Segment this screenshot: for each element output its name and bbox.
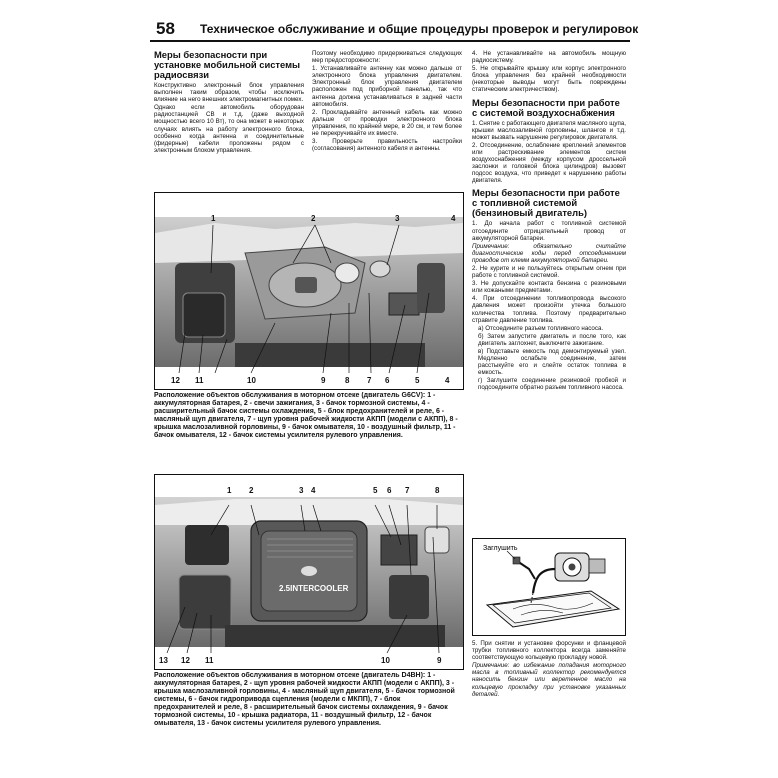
- fig1-top-label: 1: [211, 214, 216, 223]
- paragraph: 5. Не открывайте крышку или корпус электронного блока управления без крайней необходимости (некоторые выводы могут быть повреждены статическим электричеством).: [472, 65, 626, 94]
- paragraph: 2. Не курите и не пользуйтесь открытым огнем при работе с топливной системой.: [472, 264, 626, 280]
- fig1-top-label: 2: [311, 214, 316, 223]
- section-heading-radio: Меры безопасности при установке мобильной системы радиосвязи: [154, 50, 301, 80]
- fig1-bottom-label: 8: [345, 376, 350, 385]
- column-right: [472, 50, 626, 550]
- fuel-plug-label: Заглушить: [483, 545, 518, 552]
- column-right-bottom: [472, 640, 626, 758]
- paragraph: Конструктивно электронный блок управления выполнен таким образом, чтобы исключить влияние на него внешних электромагнитных помех.: [154, 82, 304, 104]
- fig2-top-label: 8: [435, 486, 440, 495]
- fig2-top-label: 5: [373, 486, 378, 495]
- fig2-top-label: 1: [227, 486, 232, 495]
- paragraph: 2. Прокладывайте антенный кабель как можно дальше от проводки электронного блока управления, по крайней мере, в 20 см, и тем более не перекручивайте их вместе.: [312, 108, 462, 138]
- fig1-bottom-label: 4: [445, 376, 450, 385]
- page-title: Техническое обслуживание и общие процедуры проверок и регулировок: [200, 22, 639, 36]
- paragraph: 5. При снятии и установке форсунки и фланцевой трубки топливного коллектора всегда заменяйте соответствующую кольцевую прокладку новой.: [472, 640, 626, 662]
- paragraph: 3. Проверьте правильность настройки (согласования) антенного кабеля и антенны.: [312, 138, 462, 153]
- fig2-bottom-label: 9: [437, 656, 442, 665]
- section-heading-air: Меры безопасности при работе с системой воздухоснабжения: [472, 96, 620, 118]
- paragraph: 2. Отсоединение, ослабление креплений элементов или растрескивание элементов систем воздухоснабжения (между корпусом дроссельной заслонки и головкой блока цилиндров) вызовет подсос воздуха, что приведет к нарушению работы двигателя.: [472, 141, 626, 185]
- fig2-bottom-label: 12: [181, 656, 190, 665]
- fig1-bottom-label: 5: [415, 376, 420, 385]
- fig2-top-label: 4: [311, 486, 316, 495]
- paragraph: Однако если автомобиль оборудован радиостанцией СВ и т.д. (даже выходной мощностью всего 10 Вт), то она может в некоторых случаях влиять на работу электронного блока, особенно когда антенна и соединительные (фидерные) кабели проложены рядом с электронным блоком управления.: [154, 104, 304, 154]
- paragraph: 1. До начала работ с топливной системой отсоедините отрицательный провод от аккумуляторной батареи.: [472, 220, 626, 242]
- paragraph: 1. Снятие с работающего двигателя масляного щупа, крышки маслозаливной горловины, шлангов и т.д. может вызвать нарушение регулировок двигателя.: [472, 119, 626, 141]
- page-header: [150, 18, 639, 42]
- paragraph: а) Отсоедините разъем топливного насоса.: [478, 324, 604, 332]
- paragraph: г) Заглушите соединение резиновой пробкой и подсоедините обратно разъем топливного насоса.: [478, 377, 626, 392]
- figure-caption-g6cv: Расположение объектов обслуживания в моторном отсеке (двигатель G6CV): 1 - аккумуляторная батарея, 2 - свечи зажигания, 3 - бачок тормозной системы, 4 - расширительный бачок системы охлаждения, 5 - блок предохранителей и реле, 6 - масляный щуп двигателя, 7 - щуп уровня рабочей жидкости АКПП (модели с АКПП), 8 - крышка маслозаливной горловины, 9 - бачок омывателя, 10 - воздушный фильтр, 11 - бачок омывателя, 12 - бачок системы усилителя рулевого управления.: [154, 392, 458, 439]
- engine-bay-photo-d4bh: [155, 475, 463, 669]
- fig2-top-label: 2: [249, 486, 254, 495]
- engine-bay-figure-g6cv: [154, 192, 464, 390]
- note: Примечание: обязательно считайте диагностические коды перед отсоединением проводов от клемм аккумуляторной батареи.: [472, 242, 626, 264]
- paragraph: 4. Не устанавливайте на автомобиль мощную радиосистему.: [472, 50, 626, 65]
- fig1-bottom-label: 9: [321, 376, 326, 385]
- paragraph: Поэтому необходимо придерживаться следующих мер предосторожности:: [312, 50, 462, 65]
- page-number: 58: [156, 19, 175, 38]
- note: Примечание: во избежание попадания моторного масла в топливный коллектор рекомендуется наносить бензин или веретенное масло на кольцевую прокладку при установке указанных деталей.: [472, 662, 626, 698]
- paragraph: 4. При отсоединении топливопровода высокого давления может произойти утечка большого количества топлива. Поэтому предварительно стравите давление топлива.: [472, 295, 626, 324]
- fig1-top-label: 3: [395, 214, 400, 223]
- fig1-bottom-label: 7: [367, 376, 372, 385]
- fig1-top-label: 4: [451, 214, 456, 223]
- fig2-bottom-label: 11: [205, 656, 214, 665]
- fig1-bottom-label: 11: [195, 376, 204, 385]
- fig2-top-label: 6: [387, 486, 392, 495]
- figure-caption-d4bh: Расположение объектов обслуживания в моторном отсеке (двигатель D4BH): 1 - аккумуляторная батарея, 2 - щуп уровня рабочей жидкости АКПП (модели с АКПП), 3 - крышка маслозаливной горловины, 4 - масляный щуп двигателя, 5 - бачок тормозной системы, 6 - бачок гидропривода сцепления (модели с МКПП), 7 - блок предохранителей и реле, 8 - расширительный бачок системы охлаждения, 9 - бачок тормозной системы, 10 - крышка радиатора, 11 - воздушный фильтр, 12 - бачок омывателя, 13 - бачок системы усилителя рулевого управления.: [154, 672, 455, 727]
- fig1-bottom-label: 10: [247, 376, 256, 385]
- engine-bay-figure-d4bh: [154, 474, 464, 670]
- fig2-top-label: 7: [405, 486, 410, 495]
- column-middle: [312, 50, 462, 210]
- fig1-bottom-label: 6: [385, 376, 390, 385]
- section-heading-fuel: Меры безопасности при работе с топливной системой (бензиновый двигатель): [472, 187, 620, 219]
- engine-cover-text: 2.5INTERCOOLER: [279, 584, 349, 593]
- fuel-drain-figure: [472, 538, 626, 636]
- engine-bay-photo-g6cv: [155, 193, 463, 389]
- book-page: [150, 18, 639, 763]
- paragraph: в) Подставьте емкость под демонтируемый узел. Медленно ослабьте соединение, затем расстыкуйте его и слейте остаток топлива в емкость.: [478, 348, 626, 377]
- fig2-bottom-label: 13: [159, 656, 168, 665]
- fuel-drain-illustration: [473, 539, 625, 635]
- paragraph: 1. Устанавливайте антенну как можно дальше от электронного блока управления двигателем. Электронный блок управления двигателем расположен под приборной панелью, так что антенна должна устанавливаться в задней части автомобиля.: [312, 65, 462, 108]
- paragraph: 3. Не допускайте контакта бензина с резиновыми или кожаными предметами.: [472, 280, 626, 295]
- fig2-top-label: 3: [299, 486, 304, 495]
- fig1-bottom-label: 12: [171, 376, 180, 385]
- paragraph: б) Затем запустите двигатель и после того, как двигатель заглохнет, выключите зажигание.: [478, 332, 626, 347]
- column-left: [154, 50, 304, 210]
- fig2-bottom-label: 10: [381, 656, 390, 665]
